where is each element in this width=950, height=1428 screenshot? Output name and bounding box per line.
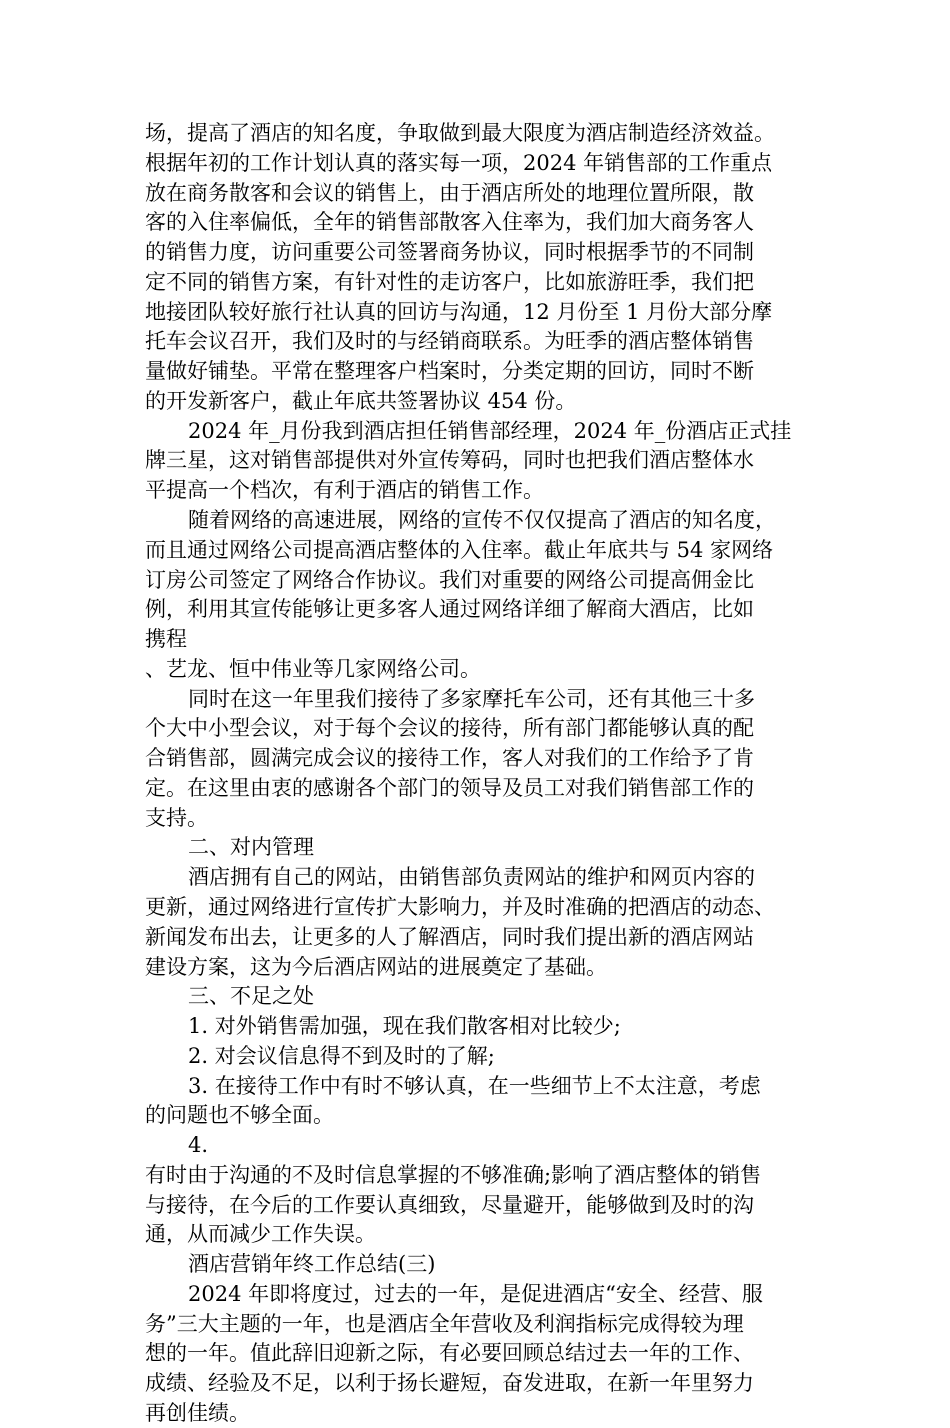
text-line: 4. — [188, 1133, 209, 1158]
text-line: 的问题也不够全面。 — [145, 1103, 334, 1128]
text-line: 支持。 — [145, 805, 208, 830]
text-line: 2024 年_月份我到酒店担任销售部经理，2024 年_份酒店正式挂 — [188, 418, 792, 443]
text-line: 更新，通过网络进行宣传扩大影响力，并及时准确的把酒店的动态、 — [145, 894, 775, 919]
text-line: 酒店拥有自己的网站，由销售部负责网站的维护和网页内容的 — [188, 865, 755, 890]
text-line: 的销售力度，访问重要公司签署商务协议，同时根据季节的不同制 — [145, 240, 754, 265]
text-line: 成绩、经验及不足，以利于扬长避短，奋发进取，在新一年里努力 — [145, 1371, 754, 1396]
text-line: 务”三大主题的一年，也是酒店全年营收及利润指标完成得较为理 — [145, 1311, 744, 1336]
text-line: 定。在这里由衷的感谢各个部门的领导及员工对我们销售部工作的 — [145, 775, 754, 800]
text-line: 例，利用其宣传能够让更多客人通过网络详细了解商大酒店，比如 — [145, 597, 754, 622]
text-line: 二、对内管理 — [188, 835, 314, 860]
text-line: 再创佳绩。 — [145, 1401, 250, 1426]
text-line: 2024 年即将度过，过去的一年，是促进酒店“安全、经营、服 — [188, 1281, 763, 1306]
text-line: 场，提高了酒店的知名度，争取做到最大限度为酒店制造经济效益。 — [145, 121, 775, 145]
text-line: 酒店营销年终工作总结(三) — [188, 1252, 436, 1277]
text-line: 同时在这一年里我们接待了多家摩托车公司，还有其他三十多 — [188, 686, 755, 711]
text-line: 根据年初的工作计划认真的落实每一项，2024 年销售部的工作重点 — [145, 150, 773, 175]
text-line: 、艺龙、恒中伟业等几家网络公司。 — [145, 656, 481, 681]
text-line: 3. 在接待工作中有时不够认真，在一些细节上不太注意，考虑 — [188, 1073, 761, 1098]
text-line: 地接团队较好旅行社认真的回访与沟通，12 月份至 1 月份大部分摩 — [145, 299, 773, 324]
text-line: 随着网络的高速进展，网络的宣传不仅仅提高了酒店的知名度， — [188, 507, 776, 532]
text-line: 量做好铺垫。平常在整理客户档案时，分类定期的回访，同时不断 — [145, 359, 754, 384]
text-line: 订房公司签定了网络合作协议。我们对重要的网络公司提高佣金比 — [145, 567, 754, 592]
text-line: 想的一年。值此辞旧迎新之际，有必要回顾总结过去一年的工作、 — [145, 1341, 754, 1366]
text-line: 而且通过网络公司提高酒店整体的入住率。截止年底共与 54 家网络 — [145, 537, 774, 562]
text-line: 客的入住率偏低，全年的销售部散客入住率为，我们加大商务客人 — [145, 210, 754, 235]
text-line: 的开发新客户，截止年底共签署协议 454 份。 — [145, 388, 577, 413]
text-line: 放在商务散客和会议的销售上，由于酒店所处的地理位置所限，散 — [145, 180, 754, 205]
text-line: 建设方案，这为今后酒店网站的进展奠定了基础。 — [145, 954, 607, 979]
text-line: 三、不足之处 — [188, 984, 314, 1009]
text-line: 托车会议召开，我们及时的与经销商联系。为旺季的酒店整体销售 — [145, 329, 754, 354]
text-line: 与接待，在今后的工作要认真细致，尽量避开，能够做到及时的沟 — [145, 1192, 754, 1217]
text-line: 合销售部，圆满完成会议的接待工作，客人对我们的工作给予了肯 — [145, 746, 754, 771]
text-line: 个大中小型会议，对于每个会议的接待，所有部门都能够认真的配 — [145, 716, 754, 741]
text-line: 2. 对会议信息得不到及时的了解; — [188, 1043, 495, 1068]
text-line: 通，从而减少工作失误。 — [145, 1222, 376, 1247]
text-line: 新闻发布出去，让更多的人了解酒店，同时我们提出新的酒店网站 — [145, 924, 754, 949]
text-line: 携程 — [145, 627, 187, 652]
text-line: 1. 对外销售需加强，现在我们散客相对比较少; — [188, 1014, 621, 1039]
text-line: 平提高一个档次，有利于酒店的销售工作。 — [145, 478, 544, 503]
text-line: 牌三星，这对销售部提供对外宣传筹码，同时也把我们酒店整体水 — [145, 448, 754, 473]
text-line: 定不同的销售方案，有针对性的走访客户，比如旅游旺季，我们把 — [145, 269, 754, 294]
text-line: 有时由于沟通的不及时信息掌握的不够准确;影响了酒店整体的销售 — [145, 1162, 762, 1187]
